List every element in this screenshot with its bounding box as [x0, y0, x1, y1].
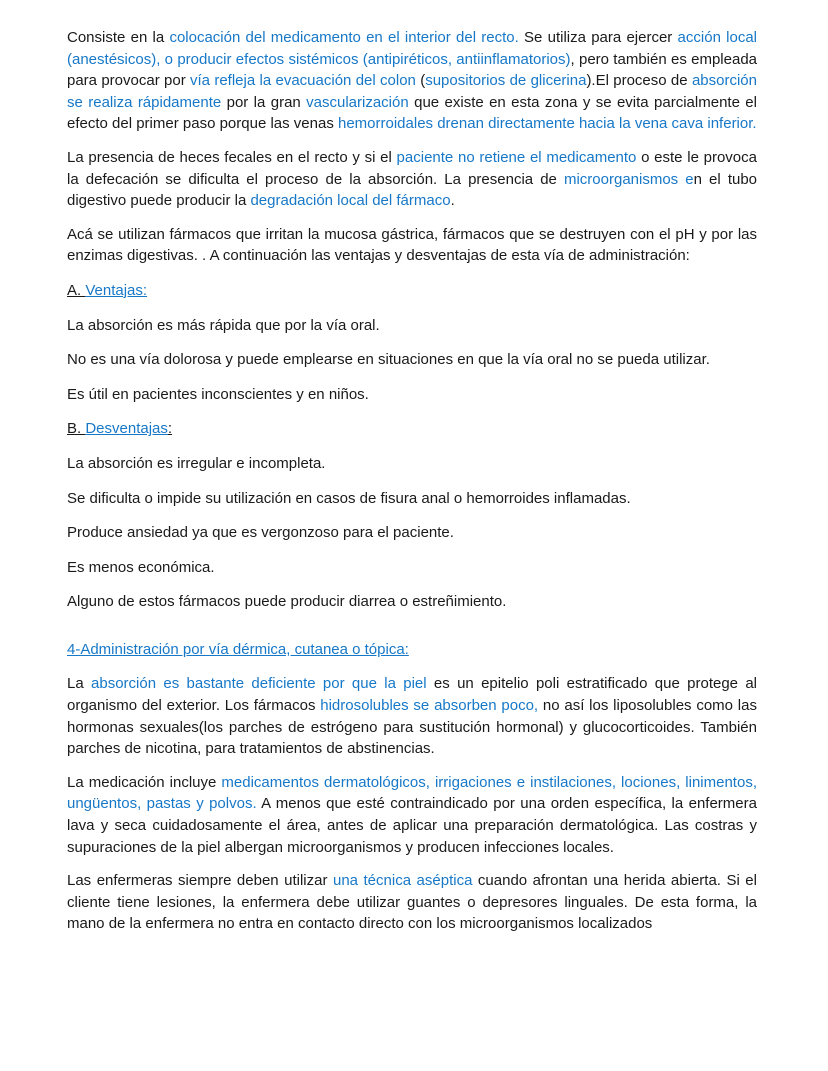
highlight-run: degradación local del fármaco [250, 192, 451, 210]
text-run: La presencia de heces fecales en el recto y si el [67, 148, 397, 166]
highlight-run: hemorroidales drenan directamente hacia la vena cava inferior. [338, 115, 757, 133]
section-heading [67, 639, 757, 661]
list-item: Es útil en pacientes inconscientes y en niños. [67, 385, 369, 403]
highlight-run: hidrosolubles se absorben poco, [320, 697, 539, 715]
text-run: A menos que esté contraindicado por una orden específica, la enfermera lava y seca cuidadosamente el área, antes de aplicar una preparación dermatológica. Las costras y supuraciones de la piel albergan microorganismos y producen infecciones locales. [67, 795, 757, 856]
text-run: no así los liposolubles como las hormonas sexuales(los parches de estrógeno para sustitución hormonal) y glucocorticoides. También parches de nicotina, para tratamientos de abstinencias. [67, 697, 757, 758]
text-run: por la gran [221, 93, 307, 111]
paragraph-medicacion [67, 772, 757, 858]
text-run: n el tubo digestivo puede producir la [67, 170, 758, 210]
text-run: cuando afrontan una herida abierta. Si el cliente tiene lesiones, la enfermera debe utilizar guantes o depresores linguales. De esta forma, la mano de la enfermera no entra en contacto directo con los microorganismos localizados [67, 872, 757, 933]
heading-prefix: A. [67, 281, 86, 299]
text-run: La medicación incluye [67, 773, 222, 791]
text-run: Consiste en la [67, 29, 170, 46]
text-run: que existe en esta zona y se evita parcialmente el efecto del primer paso porque las venas [67, 93, 757, 133]
text-run: La [67, 675, 92, 693]
paragraph-dermica [67, 673, 757, 759]
highlight-run: una técnica aséptica [332, 872, 473, 890]
highlight-run: acción local (anestésicos), o producir efectos sistémicos (antipiréticos, antiinflamatorios) [67, 29, 757, 68]
list-item: Es menos económica. [67, 558, 215, 576]
heading-suffix: : [167, 420, 173, 438]
highlight-run: vascularización [306, 93, 409, 111]
list-item: Alguno de estos fármacos puede producir diarrea o estreñimiento. [67, 593, 507, 611]
document-page [67, 27, 757, 935]
highlight-run: supositorios de glicerina [425, 72, 587, 90]
text-run: o este le provoca la defecación se dificulta el proceso de la absorción. La presencia de [67, 148, 757, 188]
list-item: Se dificulta o impide su utilización en casos de fisura anal o hemorroides inflamadas. [67, 489, 631, 507]
paragraph-rectal-description [67, 27, 757, 135]
text-run: , pero también es empleada para provocar por [67, 50, 758, 90]
highlight-run: absorción es bastante deficiente por que la piel [91, 675, 427, 693]
text-run: Las enfermeras siempre deben utilizar [67, 872, 333, 890]
heading-ventajas [67, 280, 757, 302]
list-item: La absorción es irregular e incompleta. [67, 454, 326, 472]
highlight-run: absorción se realiza rápidamente [67, 72, 757, 111]
paragraph-heces [67, 147, 757, 212]
highlight-run: paciente no retiene el medicamento [396, 148, 637, 166]
highlight-run: vía refleja la evacuación del colon [190, 72, 416, 90]
heading-prefix: B. [67, 420, 86, 438]
text-run: . [450, 192, 455, 210]
text-run: es un epitelio poli estratificado que protege al organismo del exterior. Los fármacos [67, 675, 758, 715]
heading-title: Desventajas [85, 420, 168, 438]
list-item: Produce ansiedad ya que es vergonzoso para el paciente. [67, 524, 454, 542]
section-heading-text: 4-Administración por vía dérmica, cutanea o tópica: [67, 640, 409, 658]
text-run: ( [415, 72, 426, 90]
text-run: Acá se utilizan fármacos que irritan la mucosa gástrica, fármacos que se destruyen con el pH y por las enzimas digestivas. . A continuación las ventajas y desventajas de esta vía de administración: [67, 225, 757, 265]
list-item: La absorción es más rápida que por la vía oral. [67, 316, 380, 334]
paragraph-enfermeras [67, 870, 757, 935]
highlight-run: microorganismos e [563, 170, 694, 188]
list-item: No es una vía dolorosa y puede emplearse en situaciones en que la vía oral no se pueda utilizar. [67, 351, 710, 369]
heading-title: Ventajas: [85, 281, 148, 299]
text-run: ).El proceso de [586, 72, 692, 90]
heading-desventajas [67, 418, 757, 440]
text-run: Se utiliza para ejercer [518, 29, 678, 46]
paragraph-farmacos [67, 224, 757, 267]
highlight-run: medicamentos dermatológicos, irrigaciones e instilaciones, lociones, linimentos, ungüentos, pastas y polvos. [67, 773, 757, 813]
highlight-run: colocación del medicamento en el interior del recto. [169, 29, 519, 46]
